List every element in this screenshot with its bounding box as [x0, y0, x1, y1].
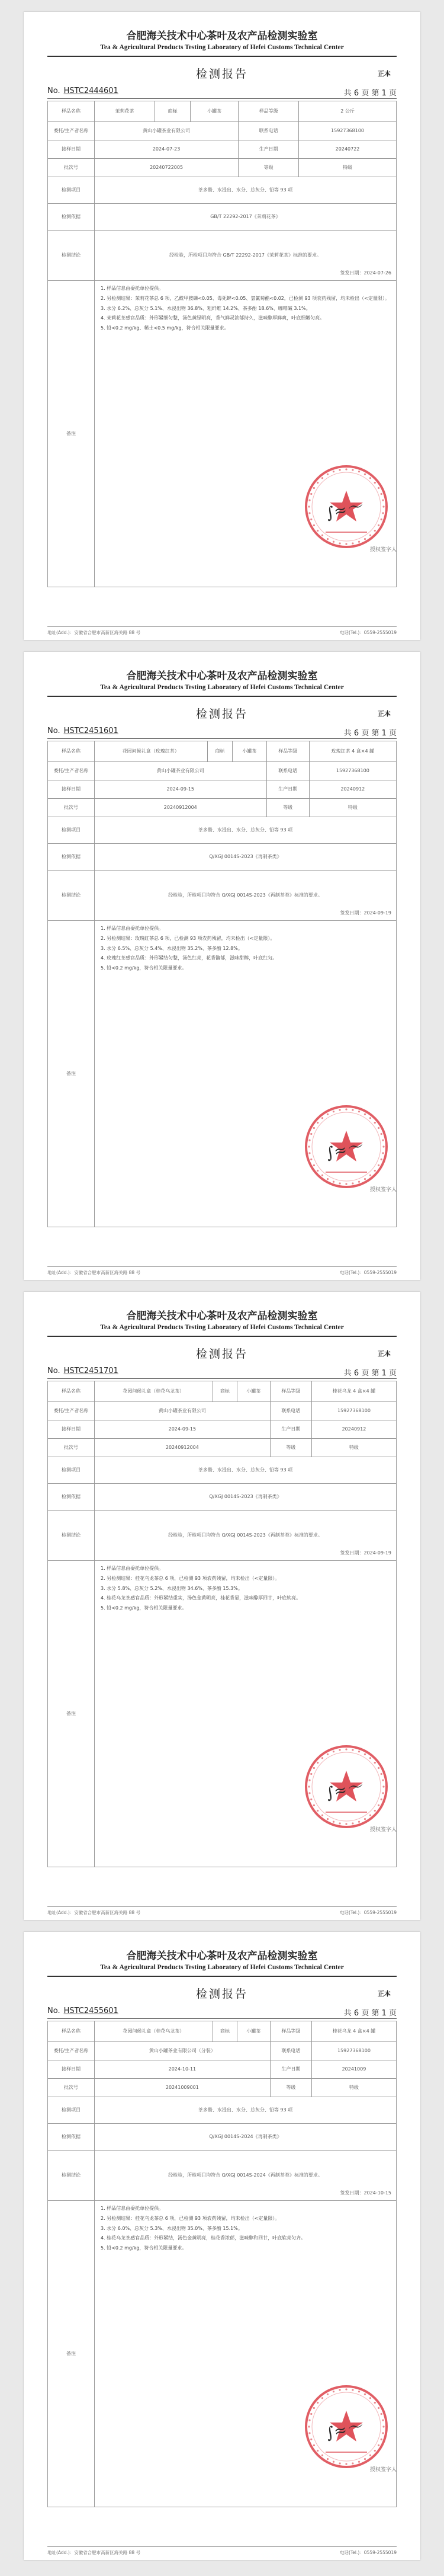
conclusion-cell	[95, 871, 397, 921]
client-value: 黄山小罐茶业有限公司（分装）	[95, 2042, 271, 2060]
report-number	[47, 727, 118, 735]
footer-phone: 电话(Tel.)：0559-2555019	[340, 630, 397, 635]
label-level: 等级	[270, 1439, 311, 1457]
label-sample-date: 接样日期	[48, 780, 95, 799]
remark-line: 2. 另检测结果：茉莉花茶总 6 项，乙酰甲胺磷<0.05、毒死蜱<0.05、氯氰菊酯<0.02，已检测 93 项农药残留，均未检出（<定量限）。	[101, 295, 390, 301]
page-footer	[47, 2546, 397, 2555]
remark-line: 4. 茉莉花茶感官品质：外形紧细匀整，汤色黄绿明亮，香气鲜灵浓郁持久，滋味醇厚鲜爽，叶底细嫩匀亮。	[101, 315, 325, 321]
label-client: 委托/生产者名称	[48, 1402, 95, 1420]
issue-date: 签发日期：2024-07-26	[340, 270, 391, 276]
report-number-row	[47, 1367, 397, 1379]
remark-line: 1. 样品信息由委托单位提供。	[101, 2206, 164, 2211]
remark-line: 4. 桂花乌龙茶感官品质：外形紧结，汤色金黄明亮，桂花香浓郁，滋味醇和回甘，叶底软亮匀齐。	[101, 2235, 306, 2241]
report-number-prefix: No.	[47, 87, 60, 95]
conclusion-cell	[95, 1511, 397, 1561]
label-conclusion: 检测结论	[48, 871, 95, 921]
remark-line: 1. 样品信息由委托单位提供。	[101, 286, 164, 291]
page-count: 共 6 页 第 1 页	[343, 89, 397, 98]
report-number-prefix: No.	[47, 727, 60, 735]
page-footer	[47, 626, 397, 635]
remark-line: 2. 另检测结果：玫瑰红茶总 6 项，已检测 93 项农药残留，均未检出（<定量限）。	[101, 935, 275, 941]
footer-address: 地址(Add.)：安徽省合肥市高新区海关路 88 号	[47, 1270, 141, 1275]
conclusion-cell	[95, 2151, 397, 2201]
footer-phone: 电话(Tel.)：0559-2555019	[340, 2550, 397, 2555]
report-page	[24, 1932, 420, 2560]
phone-value: 15927368100	[309, 762, 396, 780]
basis-value: Q/XGJ 0014S-2023《再制茶类》	[95, 844, 397, 871]
lab-name-cn: 合肥海关技术中心茶叶及农产品检测实验室	[126, 30, 318, 42]
report-page	[24, 652, 420, 1280]
grade-value: 玫瑰红茶 4 盒×4 罐	[309, 741, 396, 762]
remark-line: 5. 铅<0.2 mg/kg，符合相关限量要求。	[101, 965, 187, 971]
report-title: 检测报告	[195, 68, 248, 81]
page-count: 共 6 页 第 1 页	[343, 2009, 397, 2018]
lab-name-en: Tea & Agricultural Products Testing Laboratory of Hefei Customs Technical Center	[100, 1964, 344, 1971]
sample-date-value: 2024-09-15	[95, 1420, 271, 1439]
header-rule	[47, 56, 397, 57]
remark-line: 3. 水分 5.8%、总灰分 5.2%、水浸出物 34.6%、茶多酚 15.3%。	[101, 1585, 243, 1591]
label-remarks: 备注	[48, 1561, 95, 1867]
conclusion-cell	[95, 231, 397, 281]
remark-line: 4. 桂花乌龙茶感官品质：外形紧结重实，汤色金黄明亮，桂花香显，滋味醇厚回甘，叶底软亮。	[101, 1595, 301, 1601]
footer-address: 地址(Add.)：安徽省合肥市高新区海关路 88 号	[47, 1910, 141, 1915]
report-page	[24, 1292, 420, 1920]
label-client: 委托/生产者名称	[48, 2042, 95, 2060]
label-phone: 联系电话	[270, 1402, 311, 1420]
title-row	[47, 702, 397, 724]
remark-line: 3. 水分 6.0%、总灰分 5.3%、水浸出物 35.0%、茶多酚 15.1%。	[101, 2225, 243, 2231]
label-prod-date: 生产日期	[239, 140, 299, 159]
label-sample-date: 接样日期	[48, 140, 95, 159]
basis-value: Q/XGJ 0014S-2024《再制茶类》	[95, 2124, 397, 2151]
label-phone: 联系电话	[239, 122, 299, 140]
remark-line: 3. 水分 6.2%、总灰分 5.1%、水浸出物 36.8%、粗纤维 14.2%、茶多酚 18.6%、咖啡碱 3.1%。	[101, 305, 311, 311]
items-value: 茶多酚、水浸出、水分、总灰分、铅等 93 项	[95, 2097, 397, 2124]
label-brand: 商标	[207, 741, 233, 762]
label-items: 检测项目	[48, 2097, 95, 2124]
report-number	[47, 87, 118, 95]
sample-name-value: 花园问候礼盒（桂花乌龙茶）	[95, 1381, 213, 1402]
issue-date: 签发日期：2024-10-15	[340, 2190, 391, 2196]
label-basis: 检测依据	[48, 844, 95, 871]
label-basis: 检测依据	[48, 2124, 95, 2151]
label-brand: 商标	[155, 101, 190, 122]
lab-name-en: Tea & Agricultural Products Testing Laboratory of Hefei Customs Technical Center	[100, 1324, 344, 1331]
label-conclusion: 检测结论	[48, 231, 95, 281]
label-items: 检测项目	[48, 177, 95, 204]
phone-value: 15927368100	[299, 122, 397, 140]
label-grade: 样品等级	[266, 741, 309, 762]
lab-name-cn: 合肥海关技术中心茶叶及农产品检测实验室	[126, 1950, 318, 1962]
title-row	[47, 1982, 397, 2004]
label-batch: 批次号	[48, 159, 95, 177]
label-prod-date: 生产日期	[270, 2060, 311, 2079]
signer-label: 授权签字人	[369, 547, 397, 553]
label-grade: 样品等级	[239, 101, 299, 122]
lab-name-cn: 合肥海关技术中心茶叶及农产品检测实验室	[126, 1310, 318, 1322]
label-remarks: 备注	[48, 281, 95, 587]
phone-value: 15927368100	[311, 1402, 396, 1420]
label-basis: 检测依据	[48, 1484, 95, 1511]
sample-date-value: 2024-07-23	[95, 140, 239, 159]
sample-date-value: 2024-10-11	[95, 2060, 271, 2079]
label-batch: 批次号	[48, 799, 95, 817]
copy-type: 正本	[378, 710, 391, 718]
client-value: 黄山小罐茶业有限公司	[95, 1402, 271, 1420]
label-client: 委托/生产者名称	[48, 762, 95, 780]
title-row	[47, 1342, 397, 1364]
lab-name-cn: 合肥海关技术中心茶叶及农产品检测实验室	[126, 670, 318, 682]
label-phone: 联系电话	[270, 2042, 311, 2060]
lab-name-en: Tea & Agricultural Products Testing Laboratory of Hefei Customs Technical Center	[100, 684, 344, 691]
signer-label: 授权签字人	[369, 2467, 397, 2473]
label-batch: 批次号	[48, 2079, 95, 2097]
batch-value: 20241009001	[95, 2079, 271, 2097]
signer-label: 授权签字人	[369, 1827, 397, 1833]
report-number	[47, 2007, 118, 2015]
issue-date: 签发日期：2024-09-19	[340, 910, 391, 916]
label-sample-date: 接样日期	[48, 2060, 95, 2079]
report-number-value: HSTC2451601	[63, 727, 118, 735]
handwritten-signature: ∫≈〜	[324, 1777, 364, 1803]
remark-line: 2. 另检测结果：桂花乌龙茶总 6 项，已检测 93 项农药残留，均未检出（<定量限）。	[101, 2215, 280, 2221]
header-rule	[47, 696, 397, 697]
level-value: 特级	[299, 159, 397, 177]
label-grade: 样品等级	[270, 2021, 311, 2042]
remark-line: 1. 样品信息由委托单位提供。	[101, 926, 164, 931]
prod-date-value: 20240912	[311, 1420, 396, 1439]
label-brand: 商标	[213, 1381, 237, 1402]
copy-type: 正本	[378, 1990, 391, 1998]
remark-line: 5. 铅<0.2 mg/kg，符合相关限量要求。	[101, 1605, 187, 1611]
sample-date-value: 2024-09-15	[95, 780, 267, 799]
report-number-value: HSTC2451701	[63, 1367, 118, 1375]
report-title: 检测报告	[195, 1348, 248, 1361]
sample-name-value: 花园问候礼盒（玫瑰红茶）	[95, 741, 208, 762]
copy-type: 正本	[378, 1350, 391, 1358]
report-title: 检测报告	[195, 1988, 248, 2001]
handwritten-signature: ∫≈〜	[324, 497, 364, 523]
conclusion-text: 经检验，所检项目均符合 Q/XGJ 0014S-2024《再制茶类》标准的要求。	[168, 2172, 323, 2178]
remark-line: 5. 铅<0.2 mg/kg、稀土<0.5 mg/kg，符合相关限量要求。	[101, 325, 229, 331]
label-items: 检测项目	[48, 1457, 95, 1484]
sample-name-value: 花园问候礼盒（桂花乌龙茶）	[95, 2021, 213, 2042]
report-number-value: HSTC2455601	[63, 2007, 118, 2015]
label-prod-date: 生产日期	[270, 1420, 311, 1439]
conclusion-text: 经检验，所检项目均符合 Q/XGJ 0014S-2023《再制茶类》标准的要求。	[168, 1532, 323, 1538]
sample-name-value: 茉莉花茶	[95, 101, 155, 122]
copy-type: 正本	[378, 70, 391, 78]
batch-value: 20240912004	[95, 799, 267, 817]
remark-line: 3. 水分 6.5%、总灰分 5.4%、水浸出物 35.2%、茶多酚 12.8%。	[101, 945, 243, 951]
brand-value: 小罐茶	[233, 741, 266, 762]
header-rule	[47, 1976, 397, 1977]
items-value: 茶多酚、水浸出、水分、总灰分、铅等 93 项	[95, 817, 397, 844]
page-footer	[47, 1906, 397, 1915]
footer-phone: 电话(Tel.)：0559-2555019	[340, 1270, 397, 1275]
label-level: 等级	[239, 159, 299, 177]
report-number-prefix: No.	[47, 2007, 60, 2015]
label-basis: 检测依据	[48, 204, 95, 231]
label-client: 委托/生产者名称	[48, 122, 95, 140]
report-number-prefix: No.	[47, 1367, 60, 1375]
level-value: 特级	[311, 1439, 396, 1457]
items-value: 茶多酚、水浸出、水分、总灰分、铅等 93 项	[95, 177, 397, 204]
brand-value: 小罐茶	[237, 1381, 270, 1402]
remark-line: 1. 样品信息由委托单位提供。	[101, 1566, 164, 1571]
label-sample-name: 样品名称	[48, 2021, 95, 2042]
conclusion-text: 经检验，所检项目均符合 Q/XGJ 0014S-2023《再制茶类》标准的要求。	[168, 892, 323, 898]
label-sample-name: 样品名称	[48, 1381, 95, 1402]
footer-phone: 电话(Tel.)：0559-2555019	[340, 1910, 397, 1915]
page-count: 共 6 页 第 1 页	[343, 1369, 397, 1378]
label-conclusion: 检测结论	[48, 2151, 95, 2201]
report-title: 检测报告	[195, 708, 248, 721]
label-batch: 批次号	[48, 1439, 95, 1457]
label-remarks: 备注	[48, 921, 95, 1227]
report-number-value: HSTC2444601	[63, 87, 118, 95]
level-value: 特级	[311, 2079, 396, 2097]
brand-value: 小罐茶	[237, 2021, 271, 2042]
label-sample-date: 接样日期	[48, 1420, 95, 1439]
report-number-row	[47, 727, 397, 739]
basis-value: GB/T 22292-2017《茉莉花茶》	[95, 204, 397, 231]
label-level: 等级	[270, 2079, 311, 2097]
handwritten-signature: ∫≈〜	[324, 2417, 364, 2443]
remark-line: 2. 另检测结果：桂花乌龙茶总 6 项，已检测 93 项农药残留，均未检出（<定量限）。	[101, 1575, 280, 1581]
label-items: 检测项目	[48, 817, 95, 844]
items-value: 茶多酚、水浸出、水分、总灰分、铅等 93 项	[95, 1457, 397, 1484]
prod-date-value: 20240722	[299, 140, 397, 159]
lab-name-en: Tea & Agricultural Products Testing Laboratory of Hefei Customs Technical Center	[100, 44, 344, 51]
label-phone: 联系电话	[266, 762, 309, 780]
level-value: 特级	[309, 799, 396, 817]
remark-line: 4. 玫瑰红茶感官品质：外形紧结匀整，汤色红亮，花香馥郁，滋味甜醇，叶底红匀。	[101, 955, 278, 961]
grade-value: 2 公斤	[299, 101, 397, 122]
prod-date-value: 20241009	[311, 2060, 396, 2079]
conclusion-text: 经检验，所检项目均符合 GB/T 22292-2017《茉莉花茶》标准的要求。	[169, 252, 322, 258]
grade-value: 桂花乌龙 4 盒×4 罐	[311, 1381, 396, 1402]
signer-label: 授权签字人	[369, 1187, 397, 1193]
grade-value: 桂花乌龙 4 盒×4 罐	[311, 2021, 396, 2042]
client-value: 黄山小罐茶业有限公司	[95, 122, 239, 140]
phone-value: 15927368100	[311, 2042, 396, 2060]
basis-value: Q/XGJ 0014S-2023《再制茶类》	[95, 1484, 397, 1511]
label-sample-name: 样品名称	[48, 101, 95, 122]
label-remarks: 备注	[48, 2201, 95, 2507]
label-brand: 商标	[213, 2021, 237, 2042]
page-footer	[47, 1266, 397, 1275]
report-number-row	[47, 2007, 397, 2019]
report-number	[47, 1367, 118, 1375]
remark-line: 5. 铅<0.2 mg/kg，符合相关限量要求。	[101, 2245, 187, 2251]
batch-value: 20240722005	[95, 159, 239, 177]
label-level: 等级	[266, 799, 309, 817]
label-conclusion: 检测结论	[48, 1511, 95, 1561]
label-prod-date: 生产日期	[266, 780, 309, 799]
batch-value: 20240912004	[95, 1439, 271, 1457]
report-page	[24, 12, 420, 640]
footer-address: 地址(Add.)：安徽省合肥市高新区海关路 88 号	[47, 2550, 141, 2555]
brand-value: 小罐茶	[191, 101, 239, 122]
page-count: 共 6 页 第 1 页	[343, 729, 397, 738]
label-sample-name: 样品名称	[48, 741, 95, 762]
report-number-row	[47, 87, 397, 99]
prod-date-value: 20240912	[309, 780, 396, 799]
label-grade: 样品等级	[270, 1381, 311, 1402]
header-rule	[47, 1336, 397, 1337]
footer-address: 地址(Add.)：安徽省合肥市高新区海关路 88 号	[47, 630, 141, 635]
title-row	[47, 62, 397, 84]
handwritten-signature: ∫≈〜	[324, 1137, 364, 1163]
issue-date: 签发日期：2024-09-19	[340, 1550, 391, 1556]
client-value: 黄山小罐茶业有限公司	[95, 762, 267, 780]
